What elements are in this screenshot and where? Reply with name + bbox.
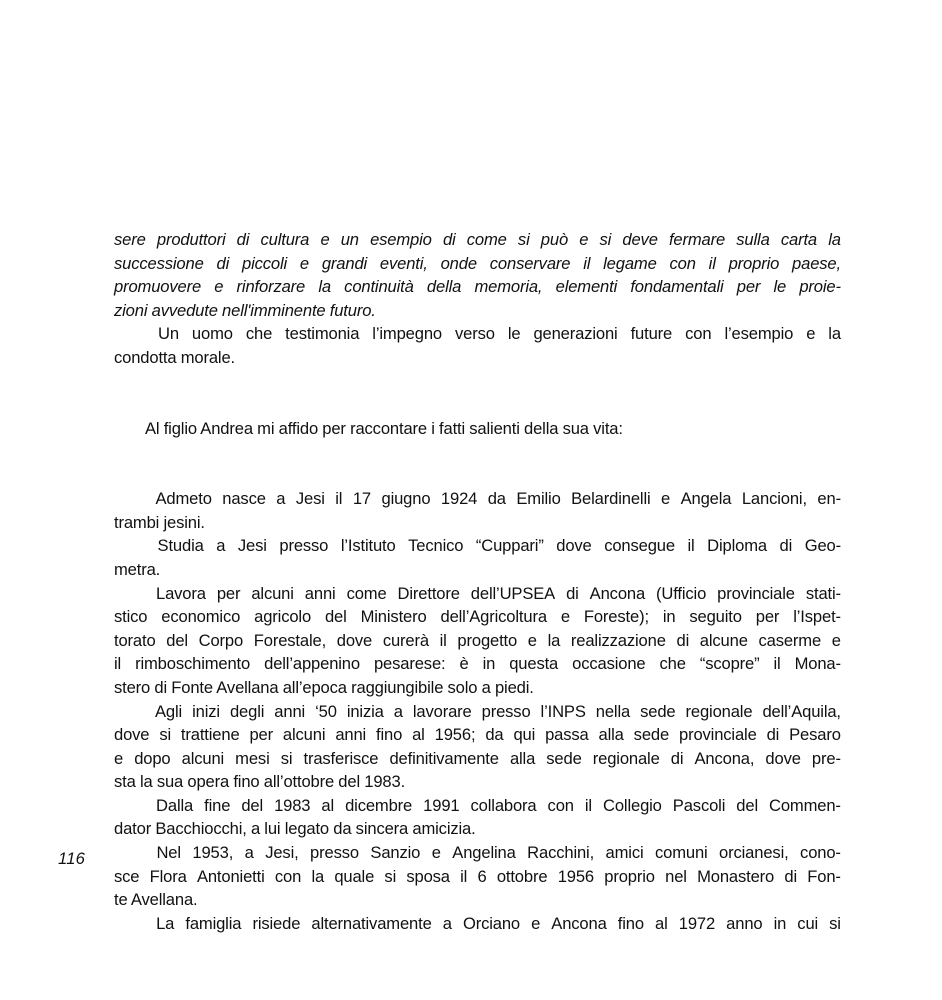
text-line: te Avellana. — [114, 890, 198, 910]
paragraph-lavora-upsea — [114, 582, 841, 700]
text-line: Al figlio Andrea mi affido per raccontare i fatti salienti della sua vita: — [145, 418, 623, 438]
paragraph-admeto-nasce — [114, 487, 841, 534]
text-line: torato del Corpo Forestale, dove curerà il progetto e la realizzazione di alcune caserme e — [114, 630, 841, 650]
text-line: Dalla fine del 1983 al dicembre 1991 collabora con il Collegio Pascoli del Commen- — [114, 794, 841, 818]
page-number: 116 — [58, 849, 86, 868]
text-line: dator Bacchiocchi, a lui legato da sincera amicizia. — [114, 819, 476, 839]
text-line: condotta morale. — [114, 347, 236, 367]
first-line-indent — [114, 582, 145, 606]
text-line: Agli inizi degli anni ‘50 inizia a lavorare presso l’INPS nella sede regionale dell’Aquila, — [114, 700, 841, 724]
text-line: stico economico agricolo del Ministero dell’Agricoltura e Foreste); in seguito per l’Ispet- — [114, 607, 841, 627]
paragraph-carryover — [114, 228, 841, 322]
paragraph-al-figlio — [114, 417, 841, 441]
body-text-column — [114, 228, 841, 935]
text-line: Lavora per alcuni anni come Direttore dell’UPSEA di Ancona (Ufficio provinciale stati- — [114, 582, 841, 606]
paragraph-gap — [114, 370, 841, 417]
text-line: Admeto nasce a Jesi il 17 giugno 1924 da Emilio Belardinelli e Angela Lancioni, en- — [114, 487, 841, 511]
first-line-indent — [114, 322, 145, 346]
first-line-indent — [114, 487, 145, 511]
text-line: zioni avvedute nell'imminente futuro. — [114, 300, 376, 320]
text-line: Studia a Jesi presso l’Istituto Tecnico “Cuppari” dove consegue il Diploma di Geo- — [114, 534, 841, 558]
text-line: stero di Fonte Avellana all’epoca raggiungibile solo a piedi. — [114, 677, 534, 697]
text-line: il rimboschimento dell’appenino pesarese: è in questa occasione che “scopre” il Mona- — [114, 654, 841, 674]
first-line-indent — [114, 534, 145, 558]
text-line: successione di piccoli e grandi eventi, onde conservare il legame con il proprio paese, — [114, 253, 841, 273]
text-line: e dopo alcuni mesi si trasferisce definitivamente alla sede regionale di Ancona, dove pre- — [114, 748, 841, 768]
text-line: metra. — [114, 559, 161, 579]
first-line-indent — [114, 912, 145, 936]
text-line: sere produttori di cultura e un esempio di come si può e si deve fermare sulla carta la — [114, 230, 841, 249]
text-line: Nel 1953, a Jesi, presso Sanzio e Angelina Racchini, amici comuni orcianesi, cono- — [114, 841, 841, 865]
first-line-indent — [114, 841, 145, 865]
text-line: dove si trattiene per alcuni anni fino al 1956; da qui passa alla sede provinciale di Pesaro — [114, 725, 841, 745]
paragraph-famiglia-risiede — [114, 912, 841, 936]
paragraph-studia-a-jesi — [114, 534, 841, 581]
paragraph-un-uomo — [114, 322, 841, 369]
text-line: La famiglia risiede alternativamente a Orciano e Ancona fino al 1972 anno in cui si — [114, 912, 841, 936]
text-line: sce Flora Antonietti con la quale si sposa il 6 ottobre 1956 proprio nel Monastero di Fon- — [114, 866, 841, 886]
paragraph-collegio-pascoli — [114, 794, 841, 841]
first-line-indent — [114, 700, 145, 724]
text-line: Un uomo che testimonia l’impegno verso le generazioni future con l’esempio e la — [114, 322, 841, 346]
first-line-indent — [114, 794, 145, 818]
paragraph-flora-antonietti — [114, 841, 841, 912]
text-line: sta la sua opera fino all’ottobre del 1983. — [114, 772, 406, 792]
text-line: trambi jesini. — [114, 512, 205, 532]
paragraph-gap — [114, 440, 841, 487]
paragraph-inps — [114, 700, 841, 794]
text-line: promuovere e rinforzare la continuità della memoria, elementi fondamentali per le proie- — [114, 277, 841, 297]
